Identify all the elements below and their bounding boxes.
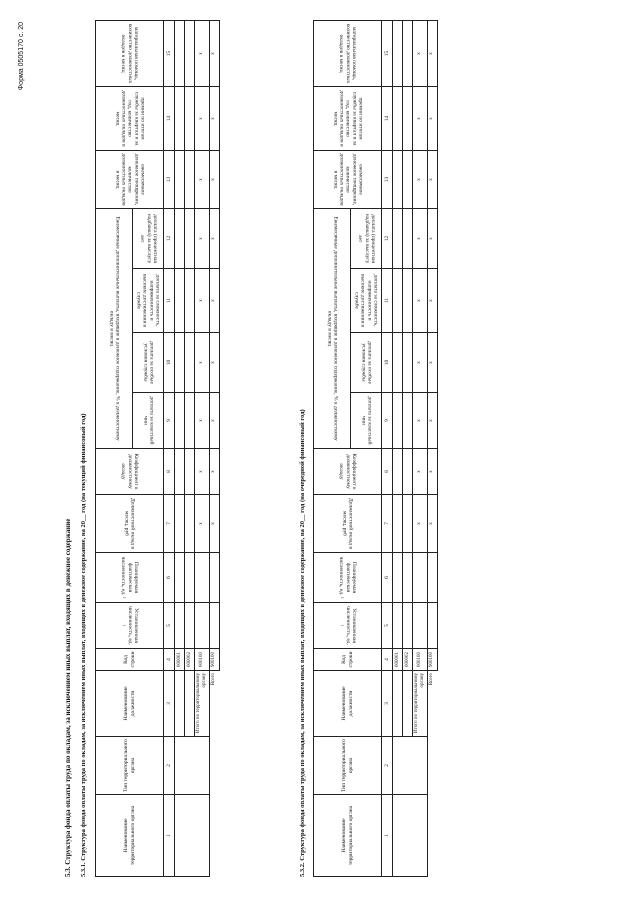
- cell-input[interactable]: [393, 333, 403, 393]
- x-mark: x: [427, 87, 437, 151]
- cell-input[interactable]: [185, 209, 195, 269]
- cell-input[interactable]: [175, 151, 185, 209]
- row-code: 000100: [195, 649, 210, 671]
- col-number: 5: [164, 603, 175, 649]
- cell-input[interactable]: [185, 21, 195, 87]
- cell-input[interactable]: [185, 87, 195, 151]
- col-number: 13: [382, 151, 393, 209]
- cell-input[interactable]: [403, 333, 413, 393]
- col-number: 8: [164, 449, 175, 495]
- col-material-aid: материальная помощь, количество должностных окладов в месяц: [314, 21, 382, 87]
- cell-input[interactable]: [393, 209, 403, 269]
- x-mark: x: [427, 449, 437, 495]
- x-mark: x: [195, 449, 210, 495]
- cell-input[interactable]: [403, 495, 413, 553]
- x-mark: x: [195, 269, 210, 333]
- cell-input[interactable]: [393, 449, 403, 495]
- table-row-total: [209, 21, 219, 877]
- col-number: 15: [164, 21, 175, 87]
- header-row: [96, 21, 133, 877]
- row-code: 000001: [393, 649, 403, 671]
- cell-input[interactable]: [403, 151, 413, 209]
- col-number: 14: [382, 87, 393, 151]
- col-salary: Должностной оклад в месяц, руб: [96, 495, 164, 553]
- x-mark: x: [427, 151, 437, 209]
- cell-input[interactable]: [413, 553, 428, 603]
- cell-input[interactable]: [393, 269, 403, 333]
- col-established-headcount: Установленная численность, ед. ¹: [314, 603, 382, 649]
- col-number: 15: [382, 21, 393, 87]
- col-planned-headcount: Планируемая фактическая численность, ед. ²: [314, 553, 382, 603]
- col-group-monthly: Ежемесячные дополнительные выплаты, входящие в денежное содержание, % к должностному окладу в месяц: [314, 209, 351, 449]
- x-mark: x: [209, 209, 219, 269]
- cell-input[interactable]: [403, 671, 413, 737]
- table-row: [393, 21, 403, 877]
- cell-input[interactable]: [175, 87, 185, 151]
- col-material-aid: материальная помощь, количество должностных окладов в месяц: [96, 21, 164, 87]
- col-number: 7: [164, 495, 175, 553]
- col-territorial-body: Наименование территориального органа: [314, 795, 382, 877]
- col-number: 3: [382, 671, 393, 737]
- cell-input[interactable]: [403, 449, 413, 495]
- col-seniority: доплата (процентная надбавка) за выслугу лет: [133, 209, 164, 269]
- col-number: 14: [164, 87, 175, 151]
- x-mark: x: [209, 495, 219, 553]
- x-mark: x: [427, 393, 437, 449]
- section1-title: 5.3.1. Структура фонда оплаты труда по окладам, за исключением иных выплат, входящих в денежное содержание, на 20__ год (на текущий финансовый год): [80, 413, 87, 877]
- col-number: 1: [164, 795, 175, 877]
- col-class-rank: доплата за классный чин: [351, 393, 382, 449]
- cell-input[interactable]: [393, 795, 428, 877]
- cell-input[interactable]: [175, 737, 210, 795]
- col-quarter-year-bonus: премии по итогам службы за квартал и за год, количество должностных окладов в месяц: [96, 87, 164, 151]
- col-territorial-body: Наименование территориального органа: [96, 795, 164, 877]
- x-mark: x: [209, 333, 219, 393]
- cell-input[interactable]: [403, 21, 413, 87]
- col-quarter-year-bonus: премии по итогам службы за квартал и за год, количество должностных окладов в месяц: [314, 87, 382, 151]
- x-mark: x: [413, 269, 428, 333]
- cell-input[interactable]: [393, 603, 403, 649]
- cell-input[interactable]: [175, 333, 185, 393]
- row-code: 000100: [413, 649, 428, 671]
- col-number: 6: [164, 553, 175, 603]
- cell-input[interactable]: [413, 603, 428, 649]
- x-mark: x: [209, 449, 219, 495]
- col-coefficient: Коэффициент к должностному окладу: [96, 449, 164, 495]
- x-mark: x: [209, 87, 219, 151]
- col-number: 12: [382, 209, 393, 269]
- x-mark: x: [413, 333, 428, 393]
- x-mark: x: [413, 21, 428, 87]
- cell-input[interactable]: [195, 553, 210, 603]
- cell-input[interactable]: [403, 209, 413, 269]
- cell-input[interactable]: [175, 269, 185, 333]
- subtotal-label: Итого по территориальному органу: [413, 671, 428, 737]
- cell-input[interactable]: [185, 393, 195, 449]
- cell-input[interactable]: [427, 553, 437, 603]
- col-monthly-bonus: ежемесячное денежное поощрение, количество должностных окладов в месяц: [96, 151, 164, 209]
- x-mark: x: [195, 87, 210, 151]
- col-class-rank: доплата за классный чин: [133, 393, 164, 449]
- col-number: 1: [382, 795, 393, 877]
- row-code: 000001: [175, 649, 185, 671]
- cell-input[interactable]: [393, 553, 403, 603]
- col-body-type: Тип территориального органа: [96, 737, 164, 795]
- col-established-headcount: Установленная численность, ед. ¹: [96, 603, 164, 649]
- col-number: 8: [382, 449, 393, 495]
- x-mark: x: [195, 333, 210, 393]
- table-next-year: [313, 20, 438, 877]
- cell-input[interactable]: [185, 333, 195, 393]
- x-mark: x: [413, 449, 428, 495]
- col-seniority: доплата (процентная надбавка) за выслугу лет: [351, 209, 382, 269]
- row-code: 900100: [209, 649, 219, 671]
- cell-input[interactable]: [403, 553, 413, 603]
- x-mark: x: [427, 21, 437, 87]
- table-row-total: [427, 21, 437, 877]
- row-code: 000002: [185, 649, 195, 671]
- cell-input[interactable]: [175, 393, 185, 449]
- header-row: [314, 21, 351, 877]
- cell-input[interactable]: [185, 603, 195, 649]
- cell-input[interactable]: [175, 209, 185, 269]
- cell-input[interactable]: [175, 449, 185, 495]
- col-special-conditions: доплата за особые условия службы: [351, 333, 382, 393]
- section-heading: 5.3. Структура фонда оплаты труда по окладам, за исключением иных выплат, входящих в денежное содержание: [64, 518, 72, 877]
- cell-input[interactable]: [185, 671, 195, 737]
- col-number: 7: [382, 495, 393, 553]
- row-code: 900100: [427, 649, 437, 671]
- x-mark: x: [427, 269, 437, 333]
- col-number: 10: [164, 333, 175, 393]
- table-row: [175, 21, 185, 877]
- cell-input[interactable]: [393, 151, 403, 209]
- x-mark: x: [209, 269, 219, 333]
- col-number: 2: [164, 737, 175, 795]
- cell-input[interactable]: [393, 671, 403, 737]
- x-mark: x: [209, 21, 219, 87]
- total-label: Всего: [427, 671, 437, 877]
- col-planned-headcount: Планируемая фактическая численность, ед. ²: [96, 553, 164, 603]
- cell-input[interactable]: [175, 553, 185, 603]
- cell-input[interactable]: [403, 269, 413, 333]
- cell-input[interactable]: [175, 795, 210, 877]
- cell-input[interactable]: [393, 393, 403, 449]
- col-row-code: Код строки: [96, 649, 164, 671]
- col-position: Наименование должности: [96, 671, 164, 737]
- total-label: Всего: [209, 671, 219, 877]
- cell-input[interactable]: [175, 603, 185, 649]
- col-complexity: доплата за сложность, напряженность и высокие достижения в службе: [351, 269, 382, 333]
- x-mark: x: [413, 87, 428, 151]
- x-mark: x: [195, 393, 210, 449]
- cell-input[interactable]: [185, 151, 195, 209]
- x-mark: x: [413, 209, 428, 269]
- col-number: 9: [382, 393, 393, 449]
- cell-input[interactable]: [393, 737, 428, 795]
- cell-input[interactable]: [403, 393, 413, 449]
- x-mark: x: [413, 495, 428, 553]
- cell-input[interactable]: [209, 603, 219, 649]
- cell-input[interactable]: [393, 21, 403, 87]
- cell-input[interactable]: [185, 553, 195, 603]
- row-code: 000002: [403, 649, 413, 671]
- cell-input[interactable]: [175, 671, 185, 737]
- cell-input[interactable]: [393, 87, 403, 151]
- form-mark: Форма 0505170 с. 20: [18, 22, 25, 91]
- cell-input[interactable]: [185, 269, 195, 333]
- cell-input[interactable]: [185, 449, 195, 495]
- col-number: 5: [382, 603, 393, 649]
- col-group-monthly: Ежемесячные дополнительные выплаты, входящие в денежное содержание, % к должностному окладу в месяц: [96, 209, 133, 449]
- col-number: 9: [164, 393, 175, 449]
- x-mark: x: [209, 393, 219, 449]
- col-number: 11: [164, 269, 175, 333]
- cell-input[interactable]: [195, 603, 210, 649]
- col-salary: Должностной оклад в месяц, руб: [314, 495, 382, 553]
- x-mark: x: [413, 393, 428, 449]
- col-coefficient: Коэффициент к должностному окладу: [314, 449, 382, 495]
- col-number: 12: [164, 209, 175, 269]
- column-numbers-row: [382, 21, 393, 877]
- cell-input[interactable]: [185, 495, 195, 553]
- col-number: 10: [382, 333, 393, 393]
- subtotal-label: Итого по территориальному органу: [195, 671, 210, 737]
- cell-input[interactable]: [427, 603, 437, 649]
- col-number: 4: [382, 649, 393, 671]
- cell-input[interactable]: [175, 21, 185, 87]
- x-mark: x: [427, 495, 437, 553]
- col-special-conditions: доплата за особые условия службы: [133, 333, 164, 393]
- cell-input[interactable]: [403, 603, 413, 649]
- col-number: 6: [382, 553, 393, 603]
- cell-input[interactable]: [209, 553, 219, 603]
- column-numbers-row: [164, 21, 175, 877]
- x-mark: x: [427, 209, 437, 269]
- col-number: 11: [382, 269, 393, 333]
- col-monthly-bonus: ежемесячное денежное поощрение, количество должностных окладов в месяц: [314, 151, 382, 209]
- x-mark: x: [209, 151, 219, 209]
- x-mark: x: [195, 151, 210, 209]
- col-body-type: Тип территориального органа: [314, 737, 382, 795]
- table-current-year: [95, 20, 220, 877]
- x-mark: x: [427, 333, 437, 393]
- section2-title: 5.3.2. Структура фонда оплаты труда по окладам, за исключением иных выплат, входящих в денежное содержание, на 20__ год (на очередной финансовый год): [299, 409, 306, 877]
- cell-input[interactable]: [403, 87, 413, 151]
- cell-input[interactable]: [175, 495, 185, 553]
- x-mark: x: [195, 495, 210, 553]
- col-number: 3: [164, 671, 175, 737]
- col-number: 2: [382, 737, 393, 795]
- col-row-code: Код строки: [314, 649, 382, 671]
- col-position: Наименование должности: [314, 671, 382, 737]
- col-complexity: доплата за сложность, напряженность и высокие достижения в службе: [133, 269, 164, 333]
- x-mark: x: [413, 151, 428, 209]
- col-number: 13: [164, 151, 175, 209]
- x-mark: x: [195, 21, 210, 87]
- col-number: 4: [164, 649, 175, 671]
- x-mark: x: [195, 209, 210, 269]
- cell-input[interactable]: [393, 495, 403, 553]
